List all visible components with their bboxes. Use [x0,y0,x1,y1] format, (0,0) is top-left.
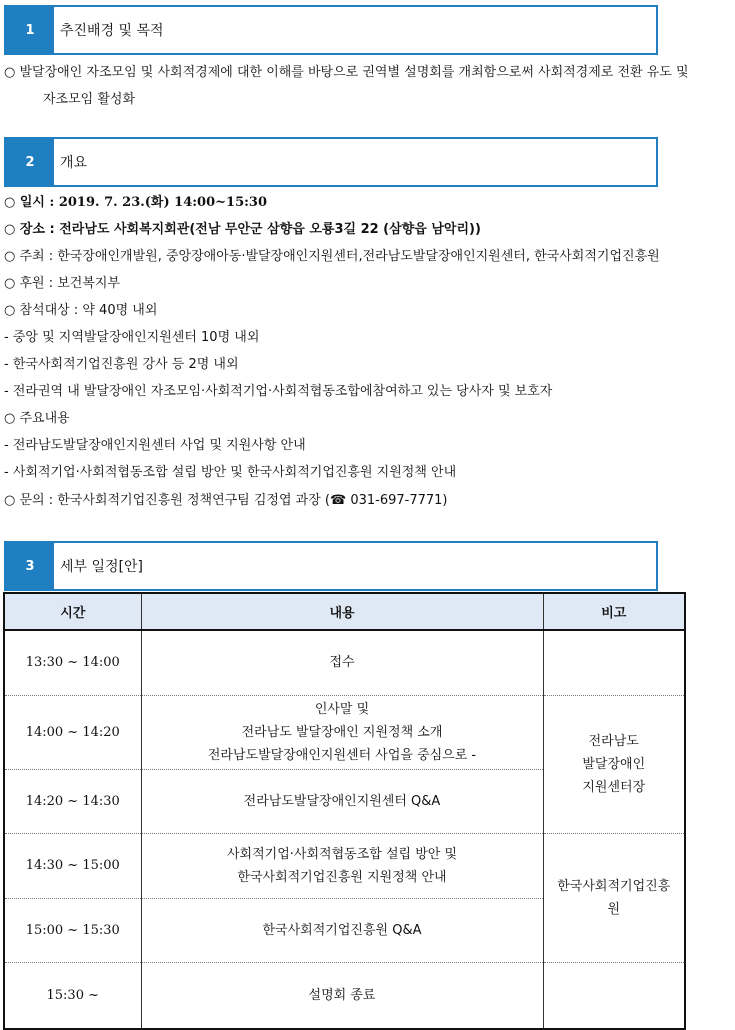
section-1-text-2: 자조모임 활성화 [43,92,136,107]
overview-attendees-sub-3: - 전라권역 내 발달장애인 자조모임·사회적기업·사회적협동조합에참여하고 있는 당사자 및 보호자 [4,384,553,399]
row-time: 13:30 ~ 14:00 [4,630,141,695]
content-line: 전라남도 발달장애인 지원정책 소개 [241,724,443,740]
overview-host: ○ 주최 : 한국장애인개발원, 중앙장애아동·발달장애인지원센터,전라남도발달장애인지원센터, 한국사회적기업진흥원 [4,249,660,264]
section-2-header [4,137,658,187]
overview-attendees: ○ 참석대상 : 약 40명 내외 [4,303,158,318]
row-content [141,962,543,1029]
row-time: 15:00 ~ 15:30 [4,898,141,962]
content-line: 인사말 및 [314,701,370,717]
overview-date: ○ 일시 : 2019. 7. 23.(화) 14:00~15:30 [4,195,268,210]
content-line: 설명회 종료 [308,987,376,1003]
section-1-bullet-line [4,64,689,82]
row-time: 14:20 ~ 14:30 [4,769,141,833]
overview-attendees-sub-2: - 한국사회적기업진흥원 강사 등 2명 내외 [4,357,239,372]
section-2-number: 2 [6,139,54,185]
row-content [141,695,543,769]
row-content [141,898,543,962]
overview-contact: ○ 문의 : 한국사회적기업진흥원 정책연구팀 김정엽 과장 (☎ 031-697-7771) [4,493,448,508]
row-note-empty [543,962,685,1029]
overview-content-sub-2: - 사회적기업·사회적협동조합 설립 방안 및 한국사회적기업진흥원 지원정책 안내 [4,465,457,480]
section-3-number: 3 [6,543,54,589]
header-note: 비고 [543,593,685,630]
section-1-title: 추진배경 및 목적 [60,23,164,39]
note-line: 지원센터장 [582,779,646,795]
section-3-title: 세부 일정[안] [60,559,143,575]
row-time: 14:30 ~ 15:00 [4,833,141,898]
table-row [4,630,685,695]
overview-content-sub-1: - 전라남도발달장애인지원센터 사업 및 지원사항 안내 [4,438,306,453]
row-content [141,630,543,695]
row-time: 14:00 ~ 14:20 [4,695,141,769]
content-line: 접수 [329,655,355,671]
row-note-empty [543,630,685,695]
schedule-table [3,592,686,1030]
header-content: 내용 [141,593,543,630]
row-time: 15:30 ~ [4,962,141,1029]
table-row [4,962,685,1029]
table-header-row [4,593,685,630]
row-note-group-2 [543,833,685,962]
row-note-group-1 [543,695,685,833]
content-line: 전라남도발달장애인지원센터 Q&A [243,793,441,809]
overview-main-content: ○ 주요내용 [4,411,70,426]
content-line: 전라남도발달장애인지원센터 사업을 중심으로 - [207,747,477,763]
overview-sponsor: ○ 후원 : 보건복지부 [4,276,121,291]
note-line: 한국사회적기업진흥 [557,878,671,894]
section-1-number: 1 [6,7,54,53]
note-line: 원 [607,901,621,917]
content-line: 한국사회적기업진흥원 지원정책 안내 [237,869,447,885]
note-line: 발달장애인 [582,756,646,772]
header-time: 시간 [4,593,141,630]
overview-venue: ○ 장소 : 전라남도 사회복지회관(전남 무안군 삼향읍 오룡3길 22 (삼향읍 남악리)) [4,222,481,237]
overview-attendees-sub-1: - 중앙 및 지역발달장애인지원센터 10명 내외 [4,330,260,345]
row-content [141,769,543,833]
row-content [141,833,543,898]
bullet-icon: ○ [4,65,16,80]
section-3-header [4,541,658,591]
table-row [4,695,685,769]
section-2-title: 개요 [60,155,88,171]
content-line: 한국사회적기업진흥원 Q&A [262,922,422,938]
content-line: 사회적기업·사회적협동조합 설립 방안 및 [226,846,457,862]
table-row [4,833,685,898]
section-1-header [4,5,658,55]
section-1-text-1: 발달장애인 자조모임 및 사회적경제에 대한 이해를 바탕으로 권역별 설명회를 개최함으로써 사회적경제로 전환 유도 및 [19,65,689,80]
note-line: 전라남도 [588,733,639,749]
